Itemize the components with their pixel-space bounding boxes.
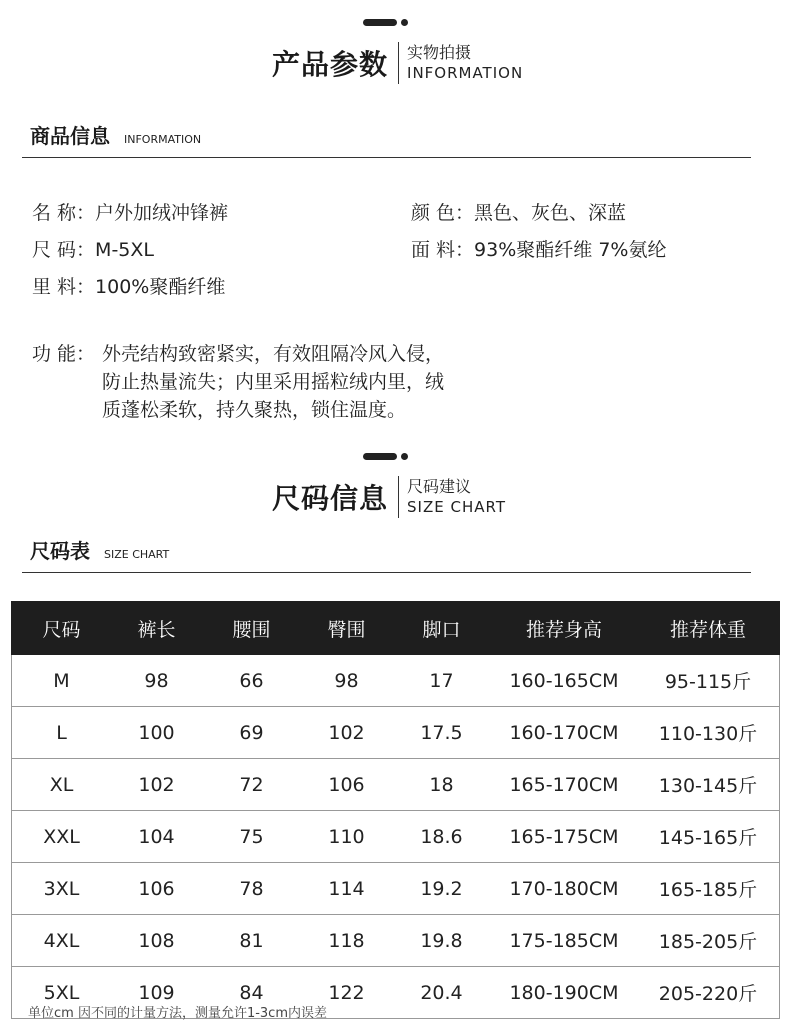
table-cell: 106 <box>302 759 392 811</box>
table-cell: 130-145斤 <box>637 759 780 811</box>
table-cell: 98 <box>112 655 202 707</box>
table-cell: 100 <box>112 707 202 759</box>
table-cell: 205-220斤 <box>637 967 780 1019</box>
function-key: 功 能： <box>32 343 96 365</box>
table-cell: 19.8 <box>392 915 492 967</box>
table-cell: 170-180CM <box>492 863 637 915</box>
table-cell: 72 <box>202 759 302 811</box>
header-weight: 推荐体重 <box>637 602 780 655</box>
function-line: 质蓬松柔软，持久聚热，锁住温度。 <box>102 399 407 421</box>
field-size <box>32 235 154 262</box>
table-cell: 69 <box>202 707 302 759</box>
decoration-dot <box>401 453 408 460</box>
table-cell: 102 <box>112 759 202 811</box>
table-cell: 160-165CM <box>492 655 637 707</box>
product-info-heading-cn: 商品信息 <box>30 124 110 148</box>
field-lining <box>32 272 225 299</box>
product-info-heading <box>22 120 751 158</box>
table-cell: 185-205斤 <box>637 915 780 967</box>
size-subtitle-cn: 尺码建议 <box>407 477 472 496</box>
product-info-heading-en: INFORMATION <box>124 133 202 146</box>
field-value: M-5XL <box>95 239 154 261</box>
table-cell: 78 <box>202 863 302 915</box>
table-cell: M <box>12 655 112 707</box>
table-cell: 18.6 <box>392 811 492 863</box>
table-cell: 160-170CM <box>492 707 637 759</box>
field-key: 颜 色： <box>411 202 475 224</box>
table-cell: 75 <box>202 811 302 863</box>
field-key: 里 料： <box>32 276 96 298</box>
title-divider <box>398 42 399 84</box>
table-cell: 110 <box>302 811 392 863</box>
table-cell: 106 <box>112 863 202 915</box>
size-table <box>11 601 780 1019</box>
field-name <box>32 198 228 225</box>
size-title-block <box>272 476 506 518</box>
decoration-bar <box>363 19 397 26</box>
table-cell: 102 <box>302 707 392 759</box>
table-row <box>12 759 780 811</box>
table-cell: 165-185斤 <box>637 863 780 915</box>
table-cell: 4XL <box>12 915 112 967</box>
function-line: 防止热量流失；内里采用摇粒绒内里，绒 <box>102 371 445 393</box>
table-cell: XL <box>12 759 112 811</box>
field-fabric <box>411 235 666 262</box>
table-cell: 18 <box>392 759 492 811</box>
field-key: 名 称： <box>32 202 96 224</box>
params-title: 产品参数 <box>272 48 389 81</box>
table-cell: 110-130斤 <box>637 707 780 759</box>
table-cell: L <box>12 707 112 759</box>
title-divider <box>398 476 399 518</box>
size-chart-heading-cn: 尺码表 <box>30 539 90 563</box>
table-row <box>12 811 780 863</box>
table-cell: 109 <box>112 967 202 1019</box>
size-chart-heading <box>22 535 751 573</box>
table-cell: 114 <box>302 863 392 915</box>
table-cell: 122 <box>302 967 392 1019</box>
table-cell: 81 <box>202 915 302 967</box>
table-cell: 180-190CM <box>492 967 637 1019</box>
table-cell: 19.2 <box>392 863 492 915</box>
params-subtitle-cn: 实物拍摄 <box>407 43 472 62</box>
header-waist: 腰围 <box>202 602 302 655</box>
header-height: 推荐身高 <box>492 602 637 655</box>
table-cell: 175-185CM <box>492 915 637 967</box>
params-subtitle-en: INFORMATION <box>407 64 524 82</box>
table-cell: 3XL <box>12 863 112 915</box>
table-cell: XXL <box>12 811 112 863</box>
size-title: 尺码信息 <box>272 482 389 515</box>
table-cell: 145-165斤 <box>637 811 780 863</box>
field-color <box>411 198 626 225</box>
table-cell: 165-170CM <box>492 759 637 811</box>
table-header-row <box>12 602 780 655</box>
field-function <box>32 340 444 424</box>
header-length: 裤长 <box>112 602 202 655</box>
table-row <box>12 863 780 915</box>
decoration-dot <box>401 19 408 26</box>
measurement-note: 单位cm 因不同的计量方法，测量允许1-3cm内误差 <box>28 1006 327 1021</box>
field-value: 户外加绒冲锋裤 <box>95 202 229 224</box>
table-cell: 108 <box>112 915 202 967</box>
table-row <box>12 707 780 759</box>
table-cell: 84 <box>202 967 302 1019</box>
table-cell: 118 <box>302 915 392 967</box>
header-hip: 臀围 <box>302 602 392 655</box>
section-decoration <box>363 453 408 460</box>
table-cell: 66 <box>202 655 302 707</box>
table-row <box>12 655 780 707</box>
field-value: 93%聚酯纤维 7%氨纶 <box>474 239 667 261</box>
header-hem: 脚口 <box>392 602 492 655</box>
table-cell: 5XL <box>12 967 112 1019</box>
table-cell: 20.4 <box>392 967 492 1019</box>
table-cell: 95-115斤 <box>637 655 780 707</box>
table-cell: 17 <box>392 655 492 707</box>
field-value: 100%聚酯纤维 <box>95 276 226 298</box>
function-line: 外壳结构致密紧实，有效阻隔冷风入侵， <box>102 343 445 365</box>
header-size: 尺码 <box>12 602 112 655</box>
table-cell: 98 <box>302 655 392 707</box>
table-cell: 104 <box>112 811 202 863</box>
params-title-block <box>272 42 523 84</box>
size-chart-heading-en: SIZE CHART <box>104 548 170 561</box>
table-cell: 165-175CM <box>492 811 637 863</box>
field-value: 黑色、灰色、深蓝 <box>474 202 627 224</box>
size-subtitle-en: SIZE CHART <box>407 498 506 516</box>
table-cell: 17.5 <box>392 707 492 759</box>
field-key: 面 料： <box>411 239 475 261</box>
decoration-bar <box>363 453 397 460</box>
section-decoration <box>363 19 408 26</box>
field-key: 尺 码： <box>32 239 96 261</box>
table-row <box>12 915 780 967</box>
